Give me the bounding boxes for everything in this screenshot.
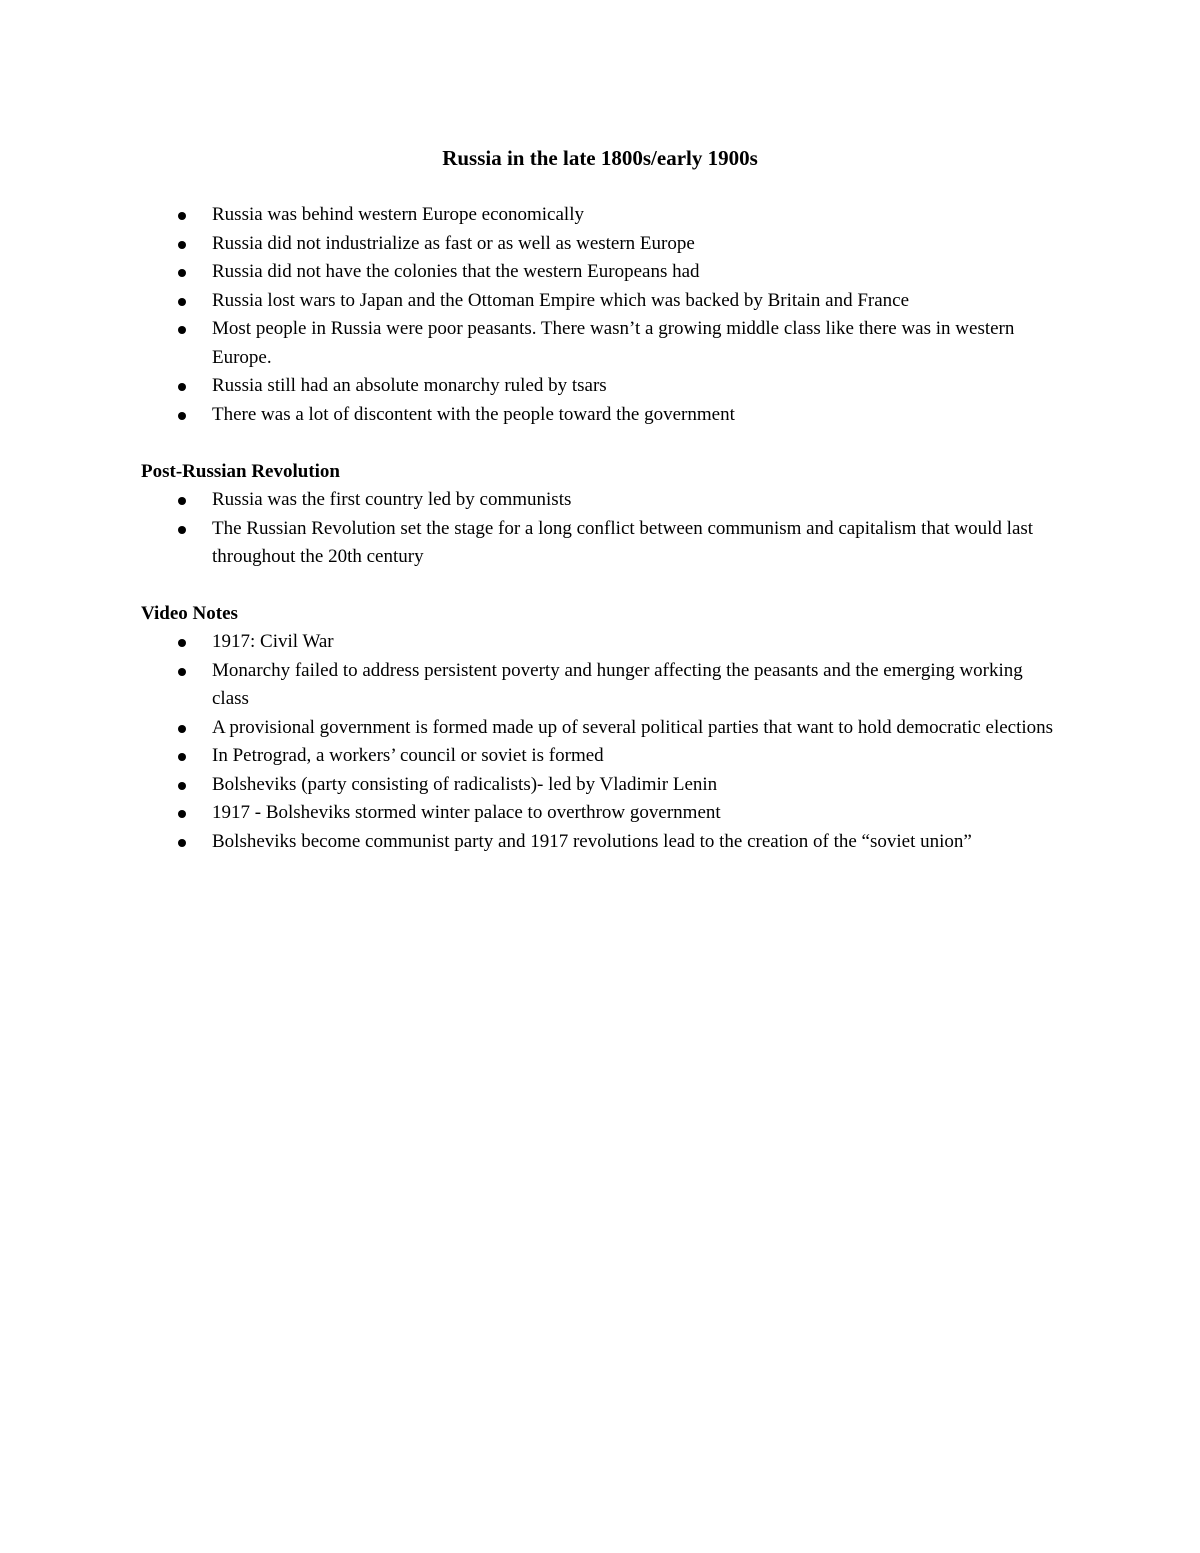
bullet-icon: [178, 298, 186, 306]
bullet-icon: [178, 725, 186, 733]
list-item: [0, 657, 1200, 714]
list-item: [0, 742, 1200, 771]
bullet-icon: [178, 839, 186, 847]
bullet-icon: [178, 212, 186, 220]
list-item-text: 1917: Civil War: [212, 631, 334, 652]
bullet-icon: [178, 383, 186, 391]
bullet-icon: [178, 782, 186, 790]
video-notes-bullet-list: [0, 628, 1200, 856]
list-item: [0, 287, 1200, 316]
list-item-text: 1917 - Bolsheviks stormed winter palace to overthrow government: [212, 802, 721, 823]
list-item: [0, 201, 1200, 230]
list-item-text: Russia was the first country led by communists: [212, 489, 572, 510]
list-item: [0, 628, 1200, 657]
list-item-text: In Petrograd, a workers’ council or soviet is formed: [212, 745, 604, 766]
list-item: [0, 315, 1200, 372]
bullet-icon: [178, 241, 186, 249]
list-item-text: There was a lot of discontent with the people toward the government: [212, 403, 735, 425]
bullet-icon: [178, 412, 186, 420]
list-item-text: Most people in Russia were poor peasants. There wasn’t a growing middle class like there was in western Europe.: [212, 318, 1015, 368]
list-item-text: Russia lost wars to Japan and the Ottoman Empire which was backed by Britain and France: [212, 289, 910, 311]
list-item: [0, 258, 1200, 287]
list-item: [0, 771, 1200, 800]
list-item-text: A provisional government is formed made up of several political parties that want to hold democratic elections: [212, 716, 1054, 738]
list-item: [0, 372, 1200, 401]
list-item: [0, 828, 1200, 857]
bullet-icon: [178, 639, 186, 647]
section-heading-post-revolution: Post-Russian Revolution: [141, 461, 340, 482]
list-item: [0, 515, 1200, 572]
list-item: [0, 714, 1200, 743]
bullet-icon: [178, 668, 186, 676]
list-item-text: Bolsheviks become communist party and 1917 revolutions lead to the creation of the “soviet union”: [212, 830, 972, 852]
list-item: [0, 401, 1200, 430]
list-item: [0, 799, 1200, 828]
list-item: [0, 486, 1200, 515]
intro-bullet-list: [0, 201, 1200, 429]
bullet-icon: [178, 269, 186, 277]
bullet-icon: [178, 526, 186, 534]
list-item-text: Bolsheviks (party consisting of radicalists)- led by Vladimir Lenin: [212, 773, 718, 795]
bullet-icon: [178, 753, 186, 761]
list-item-text: The Russian Revolution set the stage for a long conflict between communism and capitalism that would last throughout the 20th century: [212, 517, 1034, 567]
list-item: [0, 230, 1200, 259]
list-item-text: Russia did not industrialize as fast or as well as western Europe: [212, 232, 695, 254]
post-revolution-bullet-list: [0, 486, 1200, 572]
list-item-text: Russia still had an absolute monarchy ruled by tsars: [212, 375, 607, 396]
section-heading-video-notes: Video Notes: [141, 603, 238, 624]
bullet-icon: [178, 497, 186, 505]
document-title: Russia in the late 1800s/early 1900s: [442, 146, 758, 170]
list-item-text: Monarchy failed to address persistent poverty and hunger affecting the peasants and the emerging working class: [212, 659, 1023, 709]
bullet-icon: [178, 810, 186, 818]
list-item-text: Russia was behind western Europe economically: [212, 204, 584, 225]
list-item-text: Russia did not have the colonies that the western Europeans had: [212, 261, 700, 282]
bullet-icon: [178, 326, 186, 334]
